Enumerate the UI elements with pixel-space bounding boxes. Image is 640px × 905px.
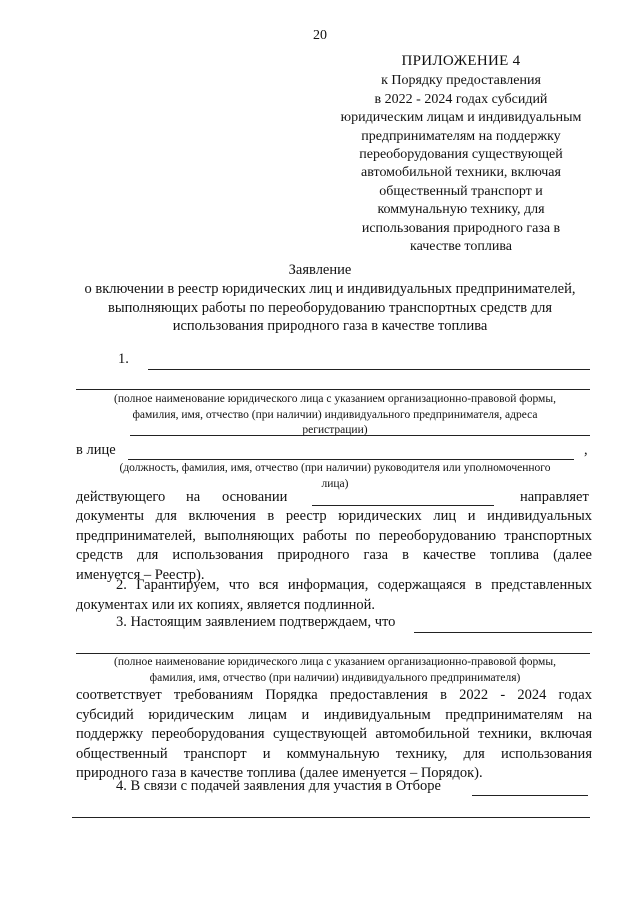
statement-subtitle	[60, 280, 600, 336]
hint-org-name	[70, 392, 600, 439]
statement-subtitle-line: использования природного газа в качестве топлива	[172, 318, 488, 334]
comma: ,	[584, 442, 588, 458]
paragraph-line: документы для включения в реестр юридических лиц и индивидуальных	[76, 508, 592, 524]
appendix-line: в 2022 - 2024 годах субсидий	[374, 91, 548, 107]
item2	[76, 576, 592, 615]
paragraph-line: поддержку переоборудования существующей автомобильной техники, включая	[76, 726, 592, 742]
acting-word-3: основании	[222, 489, 288, 505]
representative-field-line[interactable]	[128, 459, 574, 460]
item4-text: 4. В связи с подачей заявления для участия в Отборе	[116, 778, 441, 794]
in-person-label: в лице	[76, 442, 116, 458]
hint-line: (полное наименование юридического лица с указанием организационно-правовой формы,	[114, 656, 556, 668]
appendix-line: общественный транспорт и	[379, 183, 543, 199]
hint-line: (полное наименование юридического лица с указанием организационно-правовой формы,	[114, 393, 556, 405]
paragraph-line: соответствует требованиям Порядка предоставления в 2022 - 2024 годах	[76, 687, 592, 703]
statement-subtitle-line: о включении в реестр юридических лиц и индивидуальных предпринимателей,	[84, 281, 576, 297]
appendix-line: использования природного газа в	[361, 220, 561, 236]
paragraph-line: именуется – Реестр).	[76, 566, 205, 583]
appendix-block	[326, 52, 596, 256]
item4-field-line[interactable]	[472, 795, 588, 796]
item1-number: 1.	[118, 351, 129, 367]
hint-line: лица)	[321, 477, 349, 490]
item2-line: документах или их копиях, является подлинной.	[76, 596, 376, 613]
hint-line: фамилия, имя, отчество (при наличии) индивидуального предпринимателя, адреса	[132, 408, 538, 421]
statement-subtitle-line: выполняющих работы по переоборудованию транспортных средств для	[107, 299, 553, 316]
item3-field-line-2[interactable]	[76, 653, 590, 654]
appendix-line: качестве топлива	[410, 239, 512, 255]
appendix-line: коммунальную технику, для	[377, 202, 545, 218]
page-number: 20	[313, 28, 327, 43]
acting-word-4: направляет	[520, 489, 589, 505]
appendix-line: юридическим лицам и индивидуальным	[340, 110, 582, 126]
paragraph-line: природного газа в качестве топлива (далее именуется – Порядок).	[76, 765, 483, 781]
basis-field-line[interactable]	[312, 505, 494, 506]
appendix-line: переоборудования существующей	[359, 147, 563, 163]
statement-title: Заявление	[288, 262, 352, 278]
acting-word-1: действующего	[76, 489, 166, 505]
paragraph-line: субсидий юридическим лицам и индивидуальным предпринимателям на	[76, 706, 592, 723]
appendix-title: ПРИЛОЖЕНИЕ 4	[401, 53, 521, 69]
item3-field-line[interactable]	[414, 632, 592, 633]
acting-word-2: на	[186, 489, 201, 505]
paragraph-1	[76, 507, 592, 585]
item4-field-line-2[interactable]	[72, 817, 590, 818]
paragraph-line: общественный транспорт и коммунальную технику, для использования	[76, 745, 592, 762]
hint-org-name-2	[70, 655, 600, 686]
appendix-line: предпринимателям на поддержку	[361, 128, 561, 144]
item2-line: 2. Гарантируем, что вся информация, содержащаяся в представленных	[116, 577, 592, 593]
paragraph-line: средств для использования природного газа в качестве топлива (далее	[76, 547, 592, 563]
item1-field-line[interactable]	[148, 369, 590, 370]
appendix-line: к Порядку предоставления	[381, 73, 541, 89]
registration-underline	[130, 435, 590, 436]
item3-text: 3. Настоящим заявлением подтверждаем, что	[116, 614, 396, 630]
appendix-line: автомобильной техники, включая	[361, 165, 561, 181]
hint-line: фамилия, имя, отчество (при наличии) индивидуального предпринимателя)	[149, 671, 521, 684]
paragraph-line: предпринимателей, выполняющих работы по переоборудованию транспортных	[76, 527, 592, 544]
hint-line: регистрации)	[302, 424, 368, 436]
hint-line: (должность, фамилия, имя, отчество (при наличии) руководителя или уполномоченного	[119, 462, 551, 474]
item1-field-line-2[interactable]	[76, 389, 590, 390]
paragraph-3	[76, 686, 592, 784]
